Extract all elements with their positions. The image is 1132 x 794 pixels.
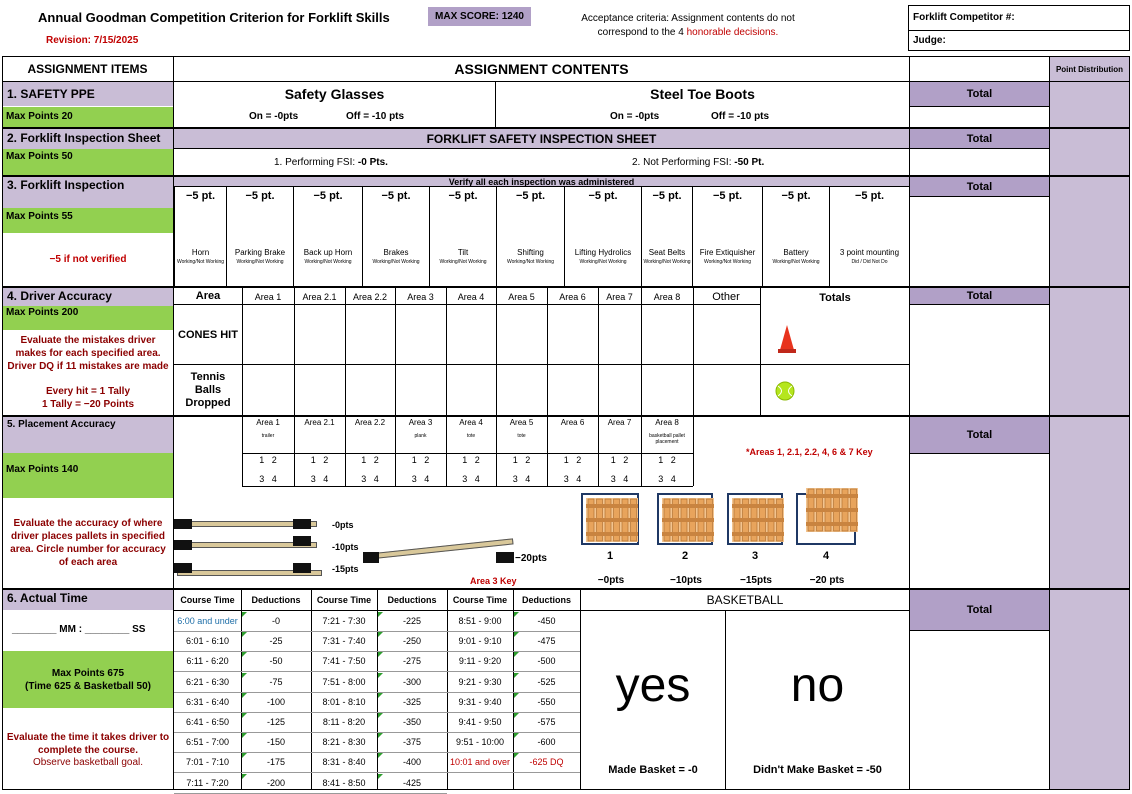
steel-toe-boots-label: Steel Toe Boots: [650, 86, 755, 102]
plank-block: [174, 563, 192, 573]
placement-choice-3-4[interactable]: 3 4: [512, 474, 531, 484]
deductions-header: Deductions: [521, 594, 571, 605]
safety-glasses-label: Safety Glasses: [284, 86, 385, 102]
course-time-cell[interactable]: 7:41 - 7:50: [322, 656, 366, 667]
inspection-item-name: Shifting: [517, 248, 544, 257]
pallet-number: 3: [751, 550, 759, 562]
plank-diagram: [174, 516, 574, 588]
area-divider: [693, 288, 694, 415]
cell-marker-icon: [242, 632, 247, 637]
inspection-cell[interactable]: [692, 186, 763, 287]
cell-marker-icon: [378, 612, 383, 617]
contents-column-header: ASSIGNMENT CONTENTS: [454, 61, 629, 77]
s6-description-2: Observe basketball goal.: [32, 757, 144, 768]
deduction-cell[interactable]: -100: [266, 696, 285, 707]
cones-tally-cell[interactable]: [642, 305, 693, 364]
placement-area-name: Area 4: [459, 418, 483, 427]
placement-choice-1-2[interactable]: 1 2: [610, 455, 629, 465]
inspection-points: −5 pt.: [854, 190, 885, 202]
deduction-cell[interactable]: -25: [269, 636, 283, 647]
pallet-target-box: [657, 493, 713, 545]
pallet-number: 4: [822, 550, 830, 562]
s5-max-points: Max Points 140: [3, 453, 173, 498]
deduction-cell[interactable]: -275: [402, 656, 421, 667]
deduction-cell[interactable]: -425: [402, 777, 421, 788]
inspection-points: −5 pt.: [712, 190, 743, 202]
deduction-cell[interactable]: -50: [269, 656, 283, 667]
inspection-item-name: Fire Extiquisher: [699, 248, 756, 257]
placement-area-name: Area 7: [607, 418, 632, 427]
max-score-badge: MAX SCORE: 1240: [428, 7, 531, 26]
inspection-points: −5 pt.: [381, 190, 411, 202]
pallet-points: −15pts: [740, 575, 772, 586]
area-header: Area 7: [606, 291, 633, 302]
cones-tally-cell[interactable]: [599, 305, 641, 364]
pallet-points: −0pts: [597, 575, 625, 586]
course-time-cell[interactable]: 9:31 - 9:40: [458, 696, 502, 707]
items-column-header: ASSIGNMENT ITEMS: [27, 62, 148, 76]
inspection-banner: Verify all each inspection was administered: [174, 177, 909, 186]
placement-choice-1-2[interactable]: 1 2: [512, 455, 531, 465]
cell-marker-icon: [242, 693, 247, 698]
pallet-points: −20 pts: [809, 575, 845, 586]
s4-tally-2: 1 Tally = −20 Points: [41, 399, 135, 410]
deduction-cell[interactable]: -75: [269, 676, 283, 687]
cell-marker-icon: [378, 632, 383, 637]
cell-marker-icon: [514, 693, 519, 698]
placement-area-name: Area 5: [509, 418, 534, 427]
course-time-header: Course Time: [316, 594, 372, 605]
s3-total-label: Total: [910, 177, 1049, 196]
tennis-ball-icon: [775, 381, 795, 401]
s6-max-sub: (Time 625 & Basketball 50): [25, 680, 151, 692]
placement-area-type: tote: [517, 433, 526, 439]
plank-tilted: [374, 538, 514, 559]
pallet-icon: [586, 498, 638, 547]
glasses-off[interactable]: Off = -10 pts: [346, 111, 405, 122]
course-time-cell[interactable]: 8:11 - 8:20: [322, 717, 366, 727]
plank-pts-0: -0pts: [332, 520, 354, 530]
competitor-label: Forklift Competitor #:: [913, 12, 1015, 23]
deductions-header: Deductions: [387, 594, 437, 605]
made-basket-label: Made Basket = -0: [608, 764, 698, 776]
area-header-label: Area: [195, 290, 221, 302]
inspection-item-name: Parking Brake: [234, 248, 286, 257]
acceptance-line-1: Acceptance criteria: Assignment contents do not: [581, 13, 795, 24]
inspection-cell[interactable]: [762, 186, 830, 287]
s4-max-points: Max Points 200: [3, 306, 173, 330]
course-time-cell[interactable]: 6:11 - 6:20: [186, 656, 229, 667]
acceptance-line-2: correspond to the 4 honorable decisions.: [597, 27, 779, 38]
deduction-cell[interactable]: -350: [402, 717, 421, 727]
cones-tally-cell[interactable]: [497, 305, 547, 364]
pallet-icon: [806, 488, 858, 537]
s3-max-points: Max Points 55: [3, 208, 173, 233]
course-time-cell[interactable]: 10:01 and over: [449, 757, 511, 768]
deduction-cell[interactable]: -500: [537, 656, 556, 667]
placement-choice-1-2[interactable]: 1 2: [361, 455, 379, 465]
pallet-target-box: [796, 493, 856, 545]
deduction-cell[interactable]: -150: [266, 737, 285, 748]
inspection-status: Working/Not Working: [176, 259, 225, 265]
plank-block: [293, 563, 311, 573]
placement-choice-1-2[interactable]: 1 2: [411, 455, 430, 465]
placement-area-name: Area 2.2: [354, 418, 386, 427]
deduction-cell[interactable]: -400: [402, 757, 421, 768]
cones-tally-cell[interactable]: [243, 305, 294, 364]
placement-area-type: basketball pallet placement: [649, 433, 685, 445]
deduction-cell[interactable]: -300: [402, 676, 421, 687]
totals-header: Totals: [819, 292, 851, 304]
course-time-cell[interactable]: 6:41 - 6:50: [185, 717, 230, 727]
inspection-cell[interactable]: [496, 186, 565, 287]
inspection-status: Working/Not Working: [304, 259, 352, 265]
course-time-cell[interactable]: 9:41 - 9:50: [458, 717, 502, 727]
area-header: Area 2.2: [352, 291, 388, 302]
s3-title: 3. Forklift Inspection: [3, 177, 173, 208]
placement-choice-3-4[interactable]: 3 4: [658, 474, 676, 484]
balls-tally-cell[interactable]: [243, 365, 294, 415]
cell-marker-icon: [378, 652, 383, 657]
deduction-cell[interactable]: -125: [266, 717, 285, 727]
cell-marker-icon: [242, 733, 247, 738]
course-time-cell[interactable]: 6:51 - 7:00: [185, 737, 230, 748]
time-row-divider: [174, 793, 311, 794]
s2-title: 2. Forklift Inspection Sheet: [3, 129, 173, 149]
placement-area-type: plank: [414, 433, 427, 439]
area-header: Area 8: [653, 291, 681, 302]
placement-choice-3-4[interactable]: 3 4: [411, 474, 430, 484]
balls-tally-cell[interactable]: [396, 365, 446, 415]
placement-area-type: tote: [466, 433, 476, 439]
s4-title: 4. Driver Accuracy: [3, 288, 173, 306]
placement-area-name: Area 1: [256, 418, 280, 427]
placement-area-type: trailer: [261, 433, 275, 439]
points-col-s5: [1050, 417, 1129, 588]
basket-no[interactable]: no: [790, 658, 845, 712]
deduction-cell[interactable]: -575: [537, 717, 556, 727]
fsi-option-2[interactable]: 2. Not Performing FSI: -50 Pt.: [632, 157, 765, 168]
area-header: Area 1: [254, 291, 282, 302]
pallet-target-box: [581, 493, 639, 545]
inspection-status: Working/Not Working: [703, 259, 752, 265]
course-time-cell[interactable]: 7:01 - 7:10: [185, 757, 230, 768]
pallet-target-box: [727, 493, 783, 545]
plank-pts-2: -15pts: [332, 564, 359, 574]
course-time-cell[interactable]: 7:31 - 7:40: [322, 636, 366, 647]
boots-off[interactable]: Off = -10 pts: [711, 111, 770, 122]
cell-marker-icon: [514, 612, 519, 617]
course-time-cell[interactable]: 9:01 - 9:10: [458, 636, 502, 647]
revision-date: Revision: 7/15/2025: [46, 35, 139, 46]
course-time-cell[interactable]: 8:51 - 9:00: [458, 616, 502, 626]
course-time-cell[interactable]: 6:21 - 6:30: [185, 676, 230, 687]
s5-total-label: Total: [910, 417, 1049, 453]
plank-pts-1: -10pts: [332, 542, 359, 552]
cell-marker-icon: [242, 713, 247, 718]
cell-marker-icon: [378, 753, 383, 758]
other-header: Other: [712, 291, 740, 303]
cone-icon: [777, 324, 797, 354]
placement-choice-1-2[interactable]: 1 2: [563, 455, 582, 465]
cell-marker-icon: [514, 713, 519, 718]
s3-note: −5 if not verified: [49, 253, 127, 265]
inspection-status: Working/Not Working: [772, 259, 820, 265]
cell-marker-icon: [378, 733, 383, 738]
s4-total-label: Total: [910, 288, 1049, 304]
inspection-points: −5 pt.: [185, 190, 216, 202]
inspection-status: Working/Not Working: [643, 259, 691, 265]
course-time-cell[interactable]: 8:41 - 8:50: [322, 777, 366, 788]
s6-total-label: Total: [910, 590, 1049, 630]
plank-block: [174, 540, 192, 550]
deduction-cell[interactable]: -200: [266, 777, 285, 788]
s6-max-points: [3, 651, 173, 708]
placement-area-name: Area 6: [560, 418, 585, 427]
placement-area-name: Area 8: [655, 418, 679, 427]
points-col-s3: [1050, 177, 1129, 286]
inspection-item-name: 3 point mounting: [839, 248, 900, 257]
area-header: Area 2.1: [302, 291, 337, 302]
deduction-cell[interactable]: -250: [402, 636, 421, 647]
judge-label: Judge:: [913, 35, 946, 46]
course-time-cell[interactable]: 7:21 - 7:30: [322, 616, 366, 626]
s5-description: Evaluate the accuracy of where driver places pallets in specified area. Circle number for accuracy of each area: [10, 518, 166, 568]
cell-marker-icon: [242, 774, 247, 779]
inspection-points: −5 pt.: [652, 190, 682, 202]
inspection-item-name: Tilt: [457, 248, 469, 257]
glasses-on[interactable]: On = -0pts: [249, 111, 299, 122]
course-time-cell[interactable]: 8:21 - 8:30: [322, 737, 366, 748]
placement-choice-3-4[interactable]: 3 4: [361, 474, 379, 484]
inspection-status: Working/Not Working: [236, 259, 284, 265]
course-time-cell[interactable]: 9:21 - 9:30: [458, 676, 502, 687]
inspection-status: Working/Not Working: [579, 259, 627, 265]
deduction-cell[interactable]: -0: [271, 616, 280, 626]
cell-marker-icon: [378, 713, 383, 718]
inspection-points: −5 pt.: [313, 190, 343, 202]
inspection-cell[interactable]: [641, 186, 693, 287]
placement-choice-3-4[interactable]: 3 4: [259, 474, 277, 484]
inspection-points: −5 pt.: [245, 190, 275, 202]
course-time-cell[interactable]: 8:01 - 8:10: [322, 696, 366, 707]
inspection-status: Working/Not Working: [372, 259, 420, 265]
points-col-s4: [1050, 288, 1129, 415]
inspection-cell[interactable]: [293, 186, 363, 287]
placement-choice-1-2[interactable]: 1 2: [310, 455, 329, 465]
balls-tally-cell[interactable]: [346, 365, 395, 415]
course-time-cell[interactable]: 9:11 - 9:20: [458, 656, 502, 667]
plank-block: [496, 552, 514, 563]
inspection-status: Working/Not Working: [506, 259, 555, 265]
s6-max-line: Max Points 675: [51, 667, 125, 679]
placement-choice-3-4[interactable]: 3 4: [563, 474, 582, 484]
course-time-cell[interactable]: 9:51 - 10:00: [455, 737, 505, 748]
inspection-points: −5 pt.: [448, 190, 478, 202]
area-divider: [693, 417, 694, 486]
area-header: Area 5: [508, 291, 535, 302]
deduction-cell[interactable]: -550: [537, 696, 556, 707]
placement-choice-3-4[interactable]: 3 4: [610, 474, 629, 484]
plank-block: [293, 536, 311, 546]
cones-tally-cell[interactable]: [447, 305, 496, 364]
cell-marker-icon: [514, 753, 519, 758]
deduction-cell[interactable]: -325: [402, 696, 421, 707]
time-row-divider: [311, 793, 447, 794]
cell-marker-icon: [514, 733, 519, 738]
cell-marker-icon: [242, 612, 247, 617]
placement-choice-1-2[interactable]: 1 2: [259, 455, 277, 465]
cell-marker-icon: [242, 652, 247, 657]
pallet-number: 1: [606, 550, 614, 562]
competitor-box: [908, 5, 1130, 51]
missed-basket-label: Didn't Make Basket = -50: [753, 764, 882, 776]
area-header: Area 3: [407, 291, 434, 302]
balls-tally-cell[interactable]: [548, 365, 598, 415]
plank-block: [293, 519, 311, 529]
deductions-header: Deductions: [251, 594, 301, 605]
inspection-item-name: Seat Belts: [648, 248, 686, 257]
placement-choice-1-2[interactable]: 1 2: [462, 455, 480, 465]
inspection-status: Did / Did Not Do: [851, 259, 888, 265]
pallet-icon: [732, 498, 784, 547]
balls-tally-cell[interactable]: [497, 365, 547, 415]
form-title: Annual Goodman Competition Criterion for Forklift Skills: [38, 10, 390, 25]
area-header: Area 4: [457, 291, 485, 302]
basketball-header: BASKETBALL: [706, 593, 784, 607]
s2-max-points: Max Points 50: [3, 149, 173, 175]
course-time-cell[interactable]: 6:00 and under: [177, 616, 238, 626]
cell-marker-icon: [242, 673, 247, 678]
inspection-cell[interactable]: [362, 186, 430, 287]
honorable-decisions: honorable decisions.: [686, 27, 779, 38]
cones-hit-label: CONES HIT: [178, 328, 238, 341]
inspection-item-name: Brakes: [383, 248, 409, 257]
deduction-cell[interactable]: -525: [537, 676, 556, 687]
placement-area-name: Area 2.1: [304, 418, 335, 427]
fsi-option-1[interactable]: 1. Performing FSI: -0 Pts.: [274, 157, 388, 168]
inspection-points: −5 pt.: [781, 190, 811, 202]
inspection-cell[interactable]: [174, 186, 227, 287]
s4-description: Evaluate the mistakes driver makes for each specified area. Driver DQ if 11 mistakes are made: [7, 335, 169, 372]
cones-tally-cell[interactable]: [295, 305, 345, 364]
s4-tally-1: Every hit = 1 Tally: [45, 386, 131, 397]
placement-choice-1-2[interactable]: 1 2: [658, 455, 676, 465]
placement-choice-3-4[interactable]: 3 4: [310, 474, 329, 484]
inspection-item-name: Battery: [783, 248, 809, 257]
placement-choice-3-4[interactable]: 3 4: [462, 474, 480, 484]
basket-yes[interactable]: yes: [615, 658, 691, 712]
time-entry-field[interactable]: ________ MM : ________ SS: [12, 624, 146, 635]
pallet-points: −10pts: [670, 575, 702, 586]
time-row-divider: [447, 772, 580, 773]
cell-marker-icon: [378, 774, 383, 779]
balls-tally-cell[interactable]: [295, 365, 345, 415]
boots-on[interactable]: On = -0pts: [610, 111, 660, 122]
inspection-item-name: Lifting Hydrolics: [574, 248, 632, 257]
plank-tilt-pts: −20pts: [515, 553, 547, 564]
pallet-number: 2: [681, 550, 689, 562]
course-time-cell[interactable]: 6:31 - 6:40: [185, 696, 230, 707]
cell-marker-icon: [514, 673, 519, 678]
deduction-cell[interactable]: -375: [402, 737, 421, 748]
points-col-s2: [1050, 129, 1129, 175]
s1-title: 1. SAFETY PPE: [3, 82, 173, 106]
course-time-header: Course Time: [180, 594, 235, 605]
deduction-cell[interactable]: -225: [402, 616, 421, 626]
cell-marker-icon: [378, 673, 383, 678]
acceptance-criteria: [553, 12, 823, 40]
inspection-cell[interactable]: [226, 186, 294, 287]
cones-tally-cell[interactable]: [346, 305, 395, 364]
inspection-status: Working/Not Working: [439, 259, 487, 265]
deduction-cell[interactable]: -475: [537, 636, 556, 647]
cell-marker-icon: [378, 693, 383, 698]
tennis-balls-label: Tennis Balls Dropped: [185, 370, 231, 409]
cell-marker-icon: [514, 652, 519, 657]
fsi-banner: FORKLIFT SAFETY INSPECTION SHEET: [174, 129, 909, 148]
deduction-cell[interactable]: -450: [537, 616, 556, 626]
deduction-cell[interactable]: -175: [266, 757, 285, 768]
cones-tally-cell[interactable]: [396, 305, 446, 364]
points-column-header: Point Distribution: [1050, 57, 1129, 81]
course-time-cell[interactable]: 6:01 - 6:10: [185, 636, 230, 647]
inspection-item-name: Back up Horn: [303, 248, 353, 257]
plank-block: [363, 552, 379, 563]
points-col-s6: [1050, 590, 1129, 789]
course-time-cell[interactable]: 7:11 - 7:20: [186, 777, 229, 788]
s6-title: 6. Actual Time: [3, 590, 173, 610]
areas-key-note: *Areas 1, 2.1, 2.2, 4, 6 & 7 Key: [746, 447, 873, 457]
placement-area-name: Area 3: [408, 418, 433, 427]
plank-block: [174, 519, 192, 529]
area-header: Area 6: [559, 291, 586, 302]
inspection-cell[interactable]: [429, 186, 497, 287]
deduction-cell[interactable]: -600: [537, 737, 556, 748]
inspection-points: −5 pt.: [588, 190, 618, 202]
s1-max-points: Max Points 20: [3, 107, 173, 127]
inspection-points: −5 pt.: [515, 190, 546, 202]
inspection-cell[interactable]: [564, 186, 642, 287]
deduction-cell[interactable]: -625 DQ: [529, 757, 564, 768]
inspection-cell[interactable]: [829, 186, 910, 287]
s2-total-label: Total: [910, 129, 1049, 148]
course-time-cell[interactable]: 7:51 - 8:00: [322, 676, 366, 687]
cell-marker-icon: [242, 753, 247, 758]
points-col-s1: [1050, 82, 1129, 127]
balls-tally-cell[interactable]: [447, 365, 496, 415]
cell-marker-icon: [514, 632, 519, 637]
inspection-item-name: Horn: [191, 248, 210, 257]
pallet-icon: [662, 498, 714, 547]
balls-tally-cell[interactable]: [599, 365, 641, 415]
cones-tally-cell[interactable]: [548, 305, 598, 364]
course-time-header: Course Time: [452, 594, 508, 605]
s6-description: Evaluate the time it takes driver to complete the course.: [6, 732, 170, 756]
balls-tally-cell[interactable]: [642, 365, 693, 415]
s5-title: 5. Placement Accuracy: [3, 417, 173, 453]
area-3-key-label: Area 3 Key: [470, 576, 517, 586]
s1-total-label: Total: [910, 82, 1049, 106]
course-time-cell[interactable]: 8:31 - 8:40: [322, 757, 366, 768]
